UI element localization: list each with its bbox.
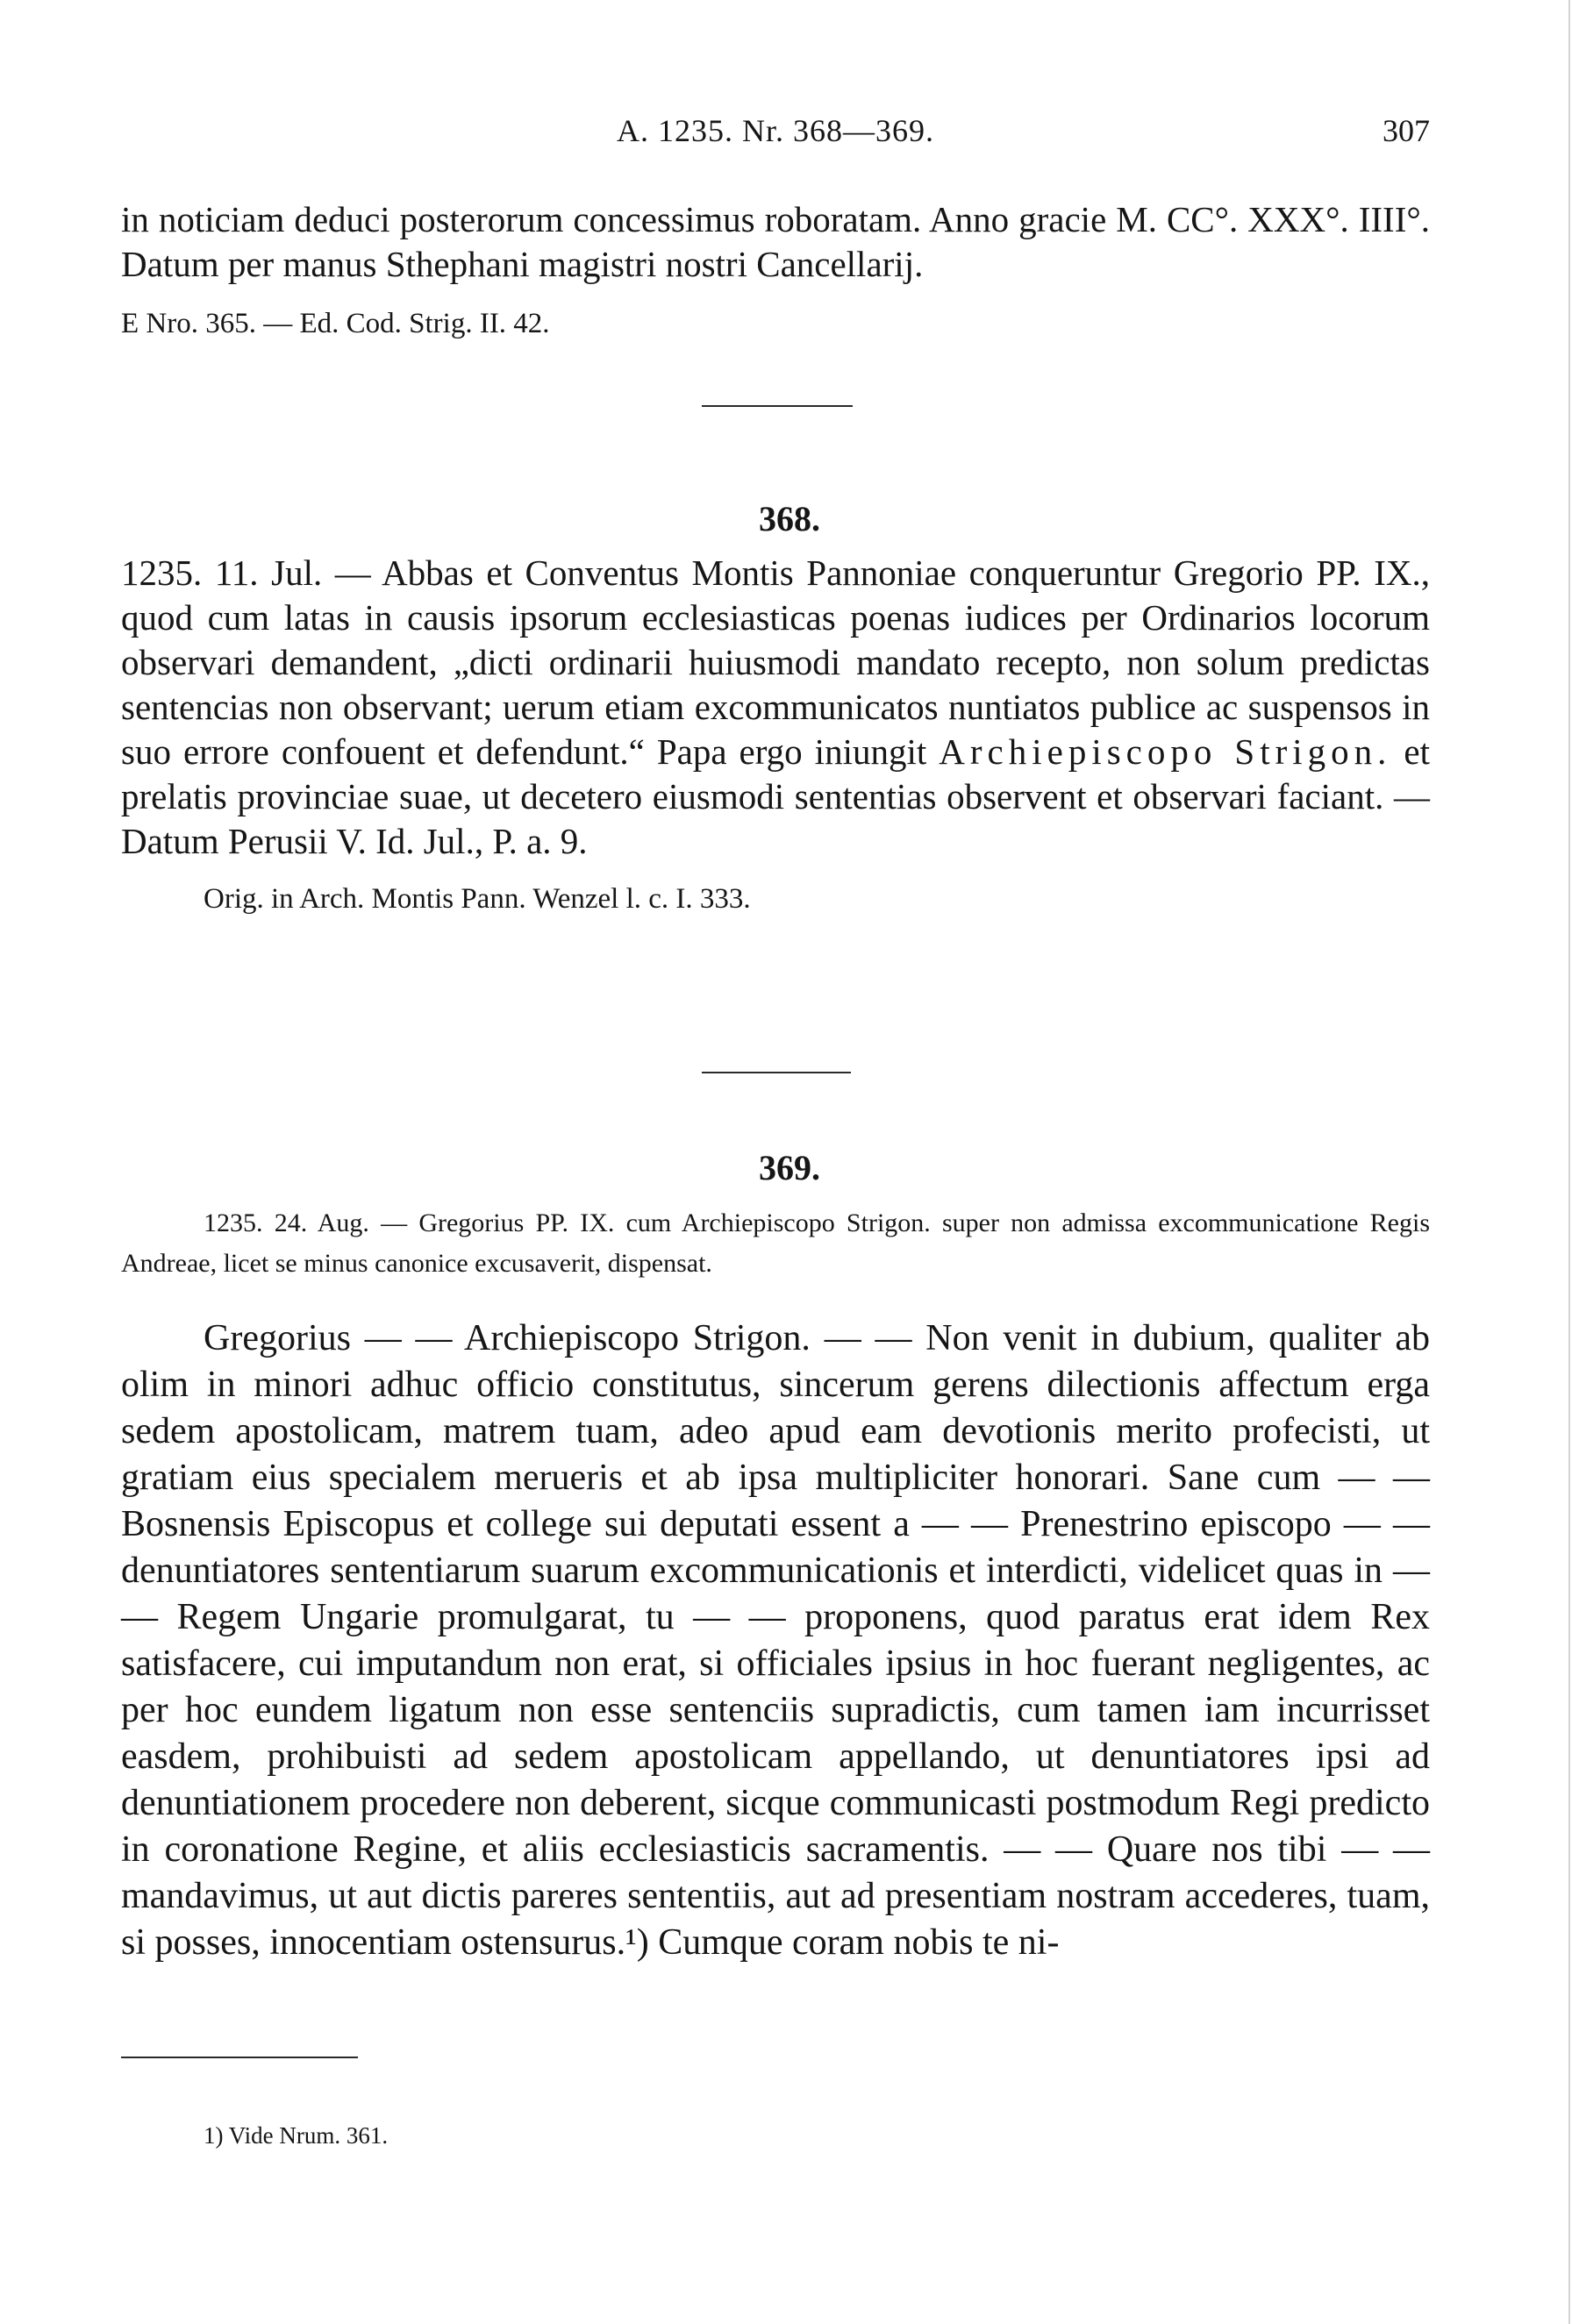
running-header — [121, 112, 1430, 165]
document-368 — [121, 551, 1430, 918]
document-number-368: 368. — [759, 499, 820, 538]
regest-369: 1235. 24. Aug. — Gregorius PP. IX. cum Archiepiscopo Strigon. super non admissa excommunicatione Regis Andreae, licet se minus canonice excusaverit, dispensat. — [121, 1208, 1430, 1278]
separator-rule — [702, 1072, 851, 1073]
separator-rule — [702, 405, 853, 407]
document-369 — [121, 1203, 1430, 1966]
text-369: Gregorius — — Archiepiscopo Strigon. — — Non venit in dubium, qualiter ab olim in minori adhuc officio constitutus, sincerum gerens dilectionis affectum erga sedem apostolicam, matrem tuam, adeo apud eam devotionis merito profecisti, ut gratiam eius specialem merueris et ab ipsa multipliciter honorari. Sane cum — — Bosnensis Episcopus et college sui deputati essent a — — Prenestrino episcopo — — denuntiatores sententiarum suarum excommunicationis et interdicti, videlicet quas in — — Regem Ungarie promulgarat, tu — — proponens, quod paratus erat idem Rex satisfacere, cui imputandum non erat, si officiales ipsius in hoc fuerant negligentes, ac per hoc eundem ligatum non esse sentenciis supradictis, cum tamen iam incurrisset easdem, prohibuisti ad sedem apostolicam appellando, ut denuntiatores ipsi ad denuntiationem procedere non deberent, sicque communicasti postmodum Regi predicto in coronatione Regine, et aliis ecclesiasticis sacramentis. — — Quare nos tibi — — mandavimus, ut aut dictis pareres sententiis, aut ad presentiam nostram accederes, tuam, si posses, innocentiam ostensurus.¹) Cumque coram nobis te ni- — [121, 1318, 1430, 1963]
previous-document-text: in noticiam deduci posterorum concessimus roboratam. Anno gracie M. CC°. XXX°. IIII°. Datum per manus Sthephani magistri nostri Cancellarij. — [121, 199, 1430, 284]
regest-368-text-a: 1235. 11. Jul. — Abbas et Conventus Montis Pannoniae conqueruntur Gregorio PP. IX., quod cum latas in causis ipsorum ecclesiasticas poenas iudices per Ordinarios locorum observari demandent, „dicti ordinarii huiusmodi mandato recepto, non solum predictas sentencias non observant; uerum etiam excommunicatos nuntiatos publice ac suspensos in suo errore confouent et defendunt.“ Papa ergo iniungit — [121, 552, 1430, 772]
regest-368-text-b: et prelatis provinciae suae, ut decetero eiusmodi sententias observent et observari faciant. — Datum Perusii V. Id. Jul., P. a. 9. — [121, 731, 1431, 861]
source-368: Orig. in Arch. Montis Pann. Wenzel l. c. I. 333. — [204, 883, 751, 915]
page-number: 307 — [1383, 113, 1430, 148]
regest-368-addressee: Archiepiscopo Strigon. — [939, 731, 1392, 772]
previous-document-end — [121, 197, 1430, 343]
previous-document-source: E Nro. 365. — Ed. Cod. Strig. II. 42. — [121, 308, 550, 339]
footnote: 1) Vide Nrum. 361. — [204, 2122, 389, 2149]
regest-368 — [121, 551, 1430, 864]
header-title: A. 1235. Nr. 368—369. — [617, 113, 934, 148]
document-number-369: 369. — [759, 1148, 820, 1187]
footnote-rule — [121, 2057, 358, 2058]
